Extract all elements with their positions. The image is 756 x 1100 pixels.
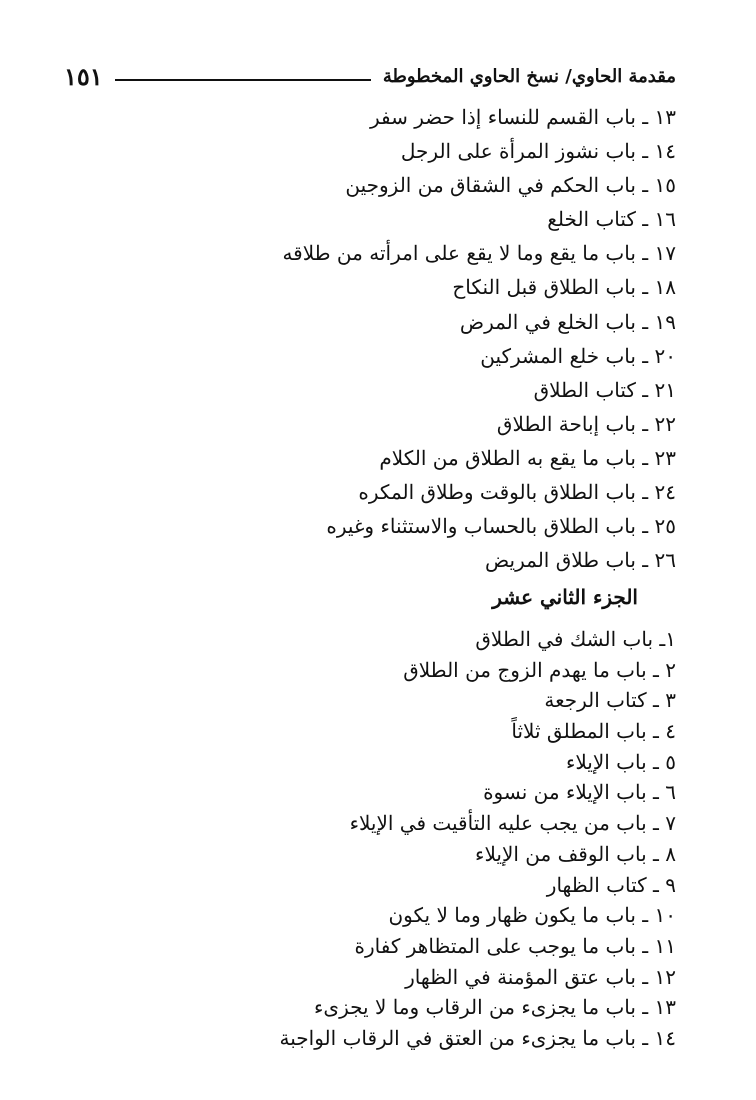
list-item bbox=[56, 839, 676, 870]
item-text: باب ما يجزىء من الرقاب وما لا يجزىء bbox=[314, 995, 636, 1020]
item-number: ١٤ bbox=[654, 1025, 676, 1050]
part-two-list bbox=[56, 624, 676, 1054]
item-separator: ـ bbox=[635, 903, 655, 928]
item-separator: ـ bbox=[646, 719, 666, 744]
item-text: باب الشك في الطلاق bbox=[475, 627, 654, 651]
item-text: باب القسم للنساء إذا حضر سفر bbox=[369, 105, 636, 129]
item-separator: ـ bbox=[635, 1025, 655, 1050]
list-item bbox=[56, 1023, 676, 1054]
item-text: باب الخلع في المرض bbox=[459, 309, 636, 334]
item-separator: ـ bbox=[646, 841, 666, 866]
item-number: ١٩ bbox=[654, 309, 676, 334]
item-number: ٣ bbox=[665, 688, 676, 713]
list-item bbox=[56, 655, 676, 686]
item-separator: ـ bbox=[646, 688, 666, 713]
list-item bbox=[56, 407, 676, 441]
item-separator: ـ bbox=[635, 207, 655, 232]
item-text: باب ما يجزىء من العتق في الرقاب الواجبة bbox=[279, 1025, 636, 1050]
list-item bbox=[56, 168, 676, 202]
item-number: ١٢ bbox=[654, 964, 676, 989]
item-text: باب الإيلاء bbox=[565, 749, 647, 774]
part-one-list bbox=[56, 100, 676, 577]
item-number: ١٣ bbox=[654, 995, 676, 1020]
item-separator: ـ bbox=[635, 411, 655, 436]
list-item bbox=[56, 373, 676, 407]
list-item bbox=[56, 202, 676, 236]
item-separator: ـ bbox=[635, 995, 655, 1020]
item-text: باب نشوز المرأة على الرجل bbox=[400, 139, 636, 164]
list-item bbox=[56, 931, 676, 962]
item-number: ٩ bbox=[665, 872, 676, 897]
item-separator: ـ bbox=[646, 780, 666, 805]
section-heading: الجزء الثاني عشر bbox=[492, 585, 638, 609]
list-item bbox=[56, 305, 676, 339]
item-separator: ـ bbox=[635, 343, 655, 368]
list-item bbox=[56, 624, 676, 655]
list-item bbox=[56, 509, 676, 543]
list-item bbox=[56, 747, 676, 778]
item-number: ١ bbox=[665, 627, 676, 651]
item-number: ٢١ bbox=[654, 377, 676, 402]
item-number: ٢٦ bbox=[654, 548, 676, 573]
list-item bbox=[56, 808, 676, 839]
item-number: ٧ bbox=[665, 811, 676, 836]
list-item bbox=[56, 543, 676, 577]
item-text: كتاب الرجعة bbox=[544, 688, 647, 713]
list-item bbox=[56, 475, 676, 509]
item-text: باب الطلاق بالحساب والاستثناء وغيره bbox=[326, 514, 636, 539]
item-text: كتاب الطلاق bbox=[533, 377, 636, 402]
item-number: ٤ bbox=[665, 719, 676, 744]
list-item bbox=[56, 339, 676, 373]
item-text: باب الطلاق قبل النكاح bbox=[452, 275, 636, 300]
item-separator: ـ bbox=[635, 445, 655, 470]
list-item bbox=[56, 134, 676, 168]
item-text: باب من يجب عليه التأقيت في الإيلاء bbox=[349, 811, 647, 836]
item-text: باب الوقف من الإيلاء bbox=[475, 841, 647, 866]
list-item bbox=[56, 870, 676, 901]
item-separator: ـ bbox=[646, 872, 666, 897]
item-separator: ـ bbox=[646, 657, 666, 682]
item-number: ٢٥ bbox=[654, 514, 676, 539]
item-separator: ـ bbox=[635, 173, 655, 198]
item-number: ٢٤ bbox=[654, 480, 676, 505]
item-text: باب خلع المشركين bbox=[480, 343, 636, 368]
item-number: ١٣ bbox=[654, 105, 676, 129]
item-number: ١٤ bbox=[654, 139, 676, 164]
item-text: باب ما يقع وما لا يقع على امرأته من طلاقه bbox=[282, 241, 636, 266]
item-separator: ـ bbox=[646, 811, 666, 836]
running-title: مقدمة الحاوي/ نسخ الحاوي المخطوطة bbox=[382, 65, 676, 87]
item-number: ٢٠ bbox=[654, 343, 676, 368]
item-text: كتاب الظهار bbox=[546, 872, 647, 897]
item-separator: ـ bbox=[635, 548, 655, 573]
item-number: ٢ bbox=[665, 657, 676, 682]
list-item bbox=[56, 777, 676, 808]
item-text: باب الإيلاء من نسوة bbox=[483, 780, 647, 805]
item-text: باب طلاق المريض bbox=[485, 548, 636, 573]
item-separator: ـ bbox=[635, 139, 655, 164]
item-number: ٥ bbox=[665, 749, 676, 774]
item-number: ١٧ bbox=[654, 241, 676, 266]
item-number: ٨ bbox=[665, 841, 676, 866]
item-text: باب ما يوجب على المتظاهر كفارة bbox=[354, 933, 636, 958]
list-item bbox=[56, 962, 676, 993]
item-text: باب إباحة الطلاق bbox=[496, 411, 636, 436]
item-number: ٢٣ bbox=[654, 445, 676, 470]
list-item bbox=[56, 900, 676, 931]
item-number: ١٥ bbox=[654, 173, 676, 198]
item-text: كتاب الخلع bbox=[547, 207, 636, 232]
list-item bbox=[56, 270, 676, 304]
item-text: باب عتق المؤمنة في الظهار bbox=[405, 964, 636, 989]
item-number: ٦ bbox=[665, 780, 676, 805]
item-text: باب الطلاق بالوقت وطلاق المكره bbox=[358, 480, 636, 505]
item-separator: ـ bbox=[635, 964, 655, 989]
item-text: باب الحكم في الشقاق من الزوجين bbox=[345, 173, 636, 198]
item-text: باب ما يقع به الطلاق من الكلام bbox=[379, 445, 636, 470]
header-rule bbox=[115, 79, 371, 81]
item-separator: ـ bbox=[635, 105, 655, 129]
item-separator: ـ bbox=[635, 480, 655, 505]
item-text: باب المطلق ثلاثاً bbox=[511, 719, 647, 744]
list-item bbox=[56, 236, 676, 270]
page-number: ١٥١ bbox=[64, 61, 103, 91]
item-separator: ـ bbox=[646, 749, 666, 774]
item-number: ١٦ bbox=[654, 207, 676, 232]
item-separator: ـ bbox=[635, 275, 655, 300]
list-item bbox=[56, 992, 676, 1023]
list-item bbox=[56, 441, 676, 475]
list-item bbox=[56, 685, 676, 716]
item-number: ٢٢ bbox=[654, 411, 676, 436]
item-separator: ـ bbox=[635, 309, 655, 334]
item-text: باب ما يكون ظهار وما لا يكون bbox=[388, 903, 636, 928]
page-header bbox=[64, 56, 676, 96]
list-item bbox=[56, 716, 676, 747]
item-separator: ـ bbox=[635, 514, 655, 539]
item-separator: ـ bbox=[635, 377, 655, 402]
item-text: باب ما يهدم الزوج من الطلاق bbox=[403, 657, 647, 682]
item-separator: ـ bbox=[635, 241, 655, 266]
item-number: ١١ bbox=[654, 933, 676, 958]
item-number: ١٠ bbox=[654, 903, 676, 928]
list-item bbox=[56, 100, 676, 134]
item-separator: ـ bbox=[635, 933, 655, 958]
item-separator: ـ bbox=[653, 627, 666, 651]
item-number: ١٨ bbox=[654, 275, 676, 300]
